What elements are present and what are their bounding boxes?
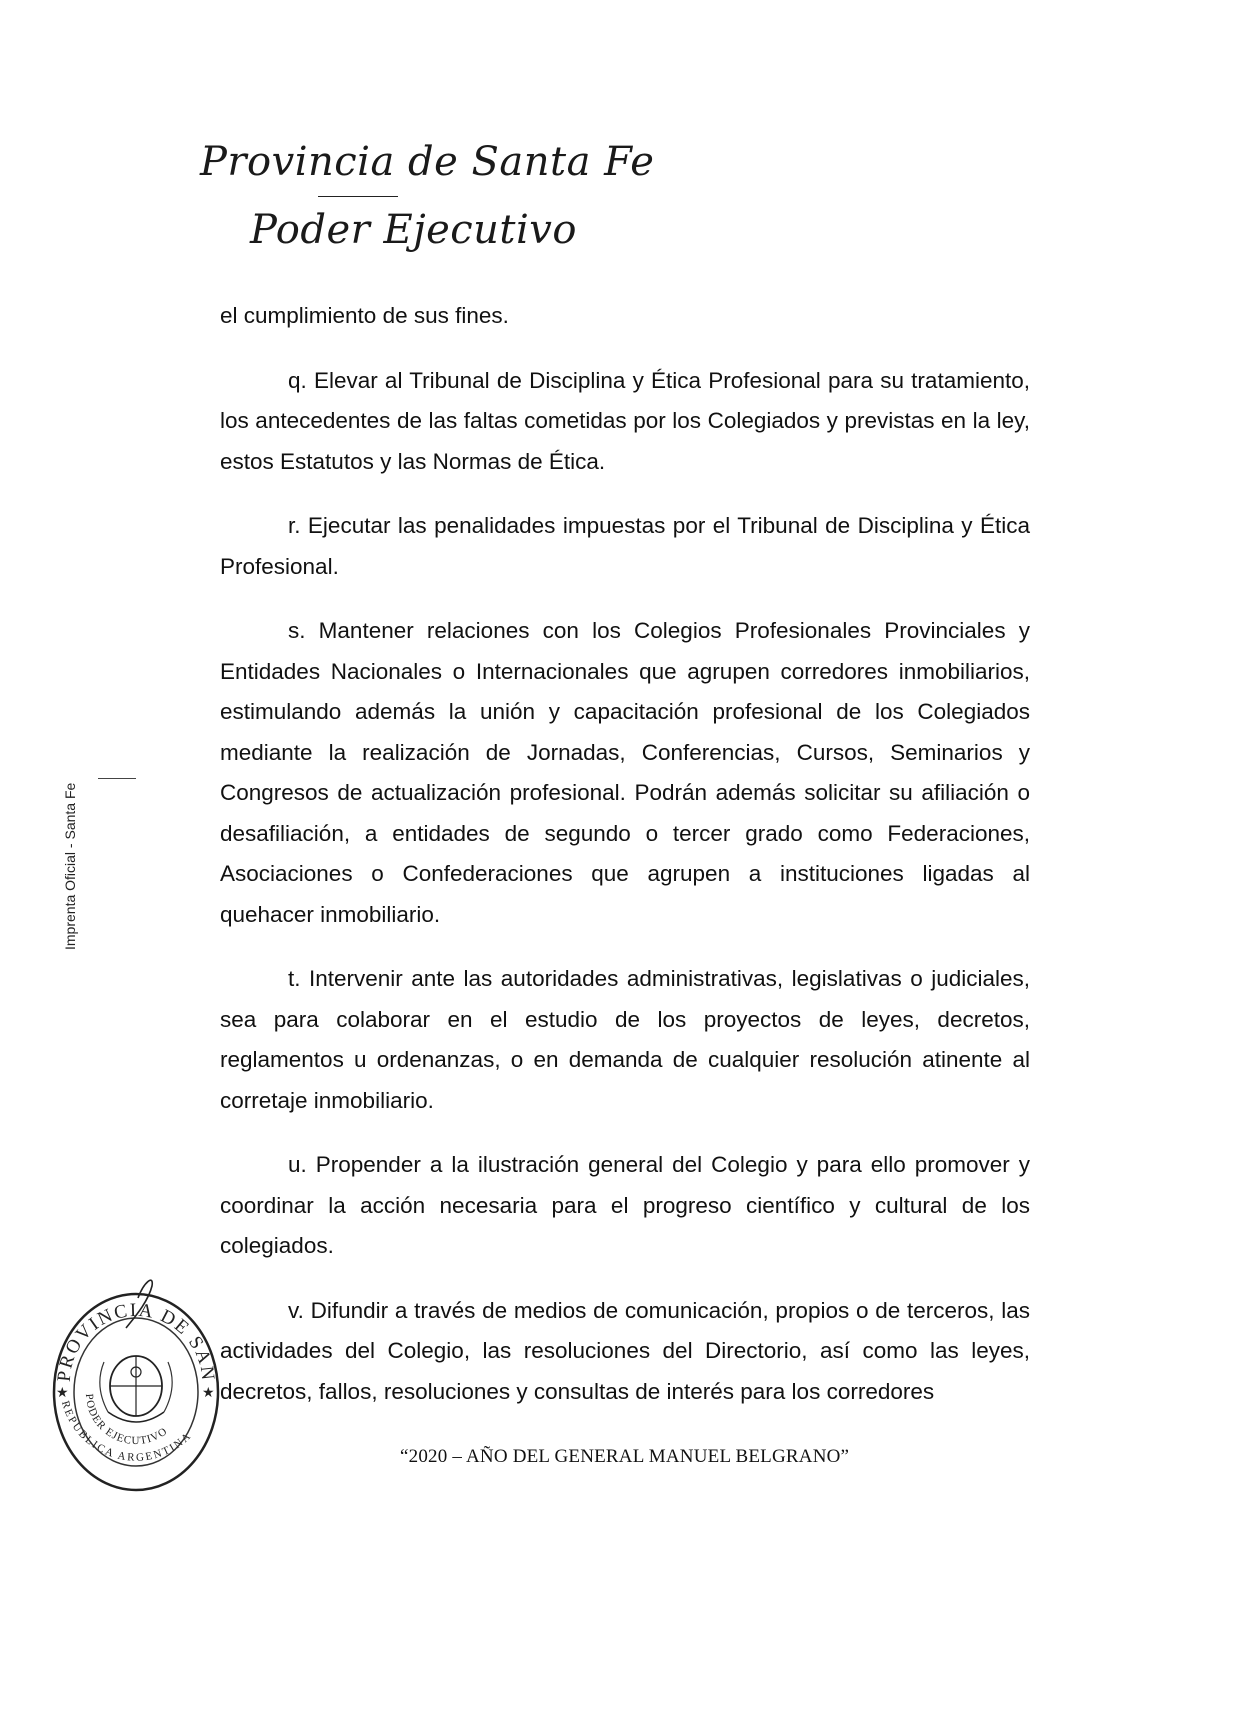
coat-of-arms-icon xyxy=(100,1356,172,1422)
paragraph-continuation: el cumplimiento de sus fines. xyxy=(220,303,509,328)
printer-side-note: Imprenta Oficial - Santa Fe xyxy=(62,782,78,950)
document-body xyxy=(220,296,1030,1436)
paragraph-item-r: r. Ejecutar las penalidades impuestas por el Tribunal de Disciplina y Ética Profesional. xyxy=(220,513,1030,579)
svg-text:★: ★ xyxy=(202,1385,215,1401)
seal-outer-text: PROVINCIA DE SAN xyxy=(53,1299,219,1383)
official-seal xyxy=(46,1262,226,1507)
svg-text:REPUBLICA ARGENTINA xyxy=(59,1399,194,1463)
svg-text:★: ★ xyxy=(56,1385,69,1401)
letterhead-executive: Poder Ejecutivo xyxy=(250,207,577,253)
letterhead-divider xyxy=(318,196,398,197)
paragraph-item-t: t. Intervenir ante las autoridades administrativas, legislativas o judiciales, sea para colaborar en el estudio de los proyectos de leyes, decretos, reglamentos u ordenanzas, o en demanda de cualquier resolución atinente al corretaje inmobiliario. xyxy=(220,966,1030,1113)
paragraph-item-q: q. Elevar al Tribunal de Disciplina y Ética Profesional para su tratamiento, los antecedentes de las faltas cometidas por los Colegiados y previstas en la ley, estos Estatutos y las Normas de Ética. xyxy=(220,367,1030,474)
letterhead-province: Provincia de Santa Fe xyxy=(200,139,655,185)
seal-stamp-icon xyxy=(46,1262,226,1502)
svg-text:PROVINCIA DE SANTA FE xyxy=(46,1262,218,1383)
seal-bottom-text: REPUBLICA ARGENTINA xyxy=(58,1399,195,1464)
paragraph-item-s: s. Mantener relaciones con los Colegios Profesionales Provinciales y Entidades Nacionales o Internacionales que agrupen corredores inmobiliarios, estimulando además la unión y capacitación profesional de los Colegiados mediante la realización de Jornadas, Conferencias, Cursos, Seminarios y Congresos de actualización profesional. Podrán además solicitar su afiliación o desafiliación, a entidades de segundo o tercer grado como Federaciones, Asociaciones o Confederaciones que agrupen a instituciones ligadas al quehacer inmobiliario. xyxy=(220,618,1030,927)
paragraph-item-u: u. Propender a la ilustración general del Colegio y para ello promover y coordinar la acción necesaria para el progreso científico y cultural de los colegiados. xyxy=(220,1152,1030,1258)
seal-inner-text: PODER EJECUTIVO xyxy=(82,1393,170,1448)
footer-motto: “2020 – AÑO DEL GENERAL MANUEL BELGRANO” xyxy=(400,1446,850,1467)
margin-mark xyxy=(98,778,136,779)
paragraph-item-v: v. Difundir a través de medios de comunicación, propios o de terceros, las actividades del Colegio, las resoluciones del Directorio, así como las leyes, decretos, fallos, resoluciones y consultas de interés para los corredores xyxy=(220,1297,1030,1404)
